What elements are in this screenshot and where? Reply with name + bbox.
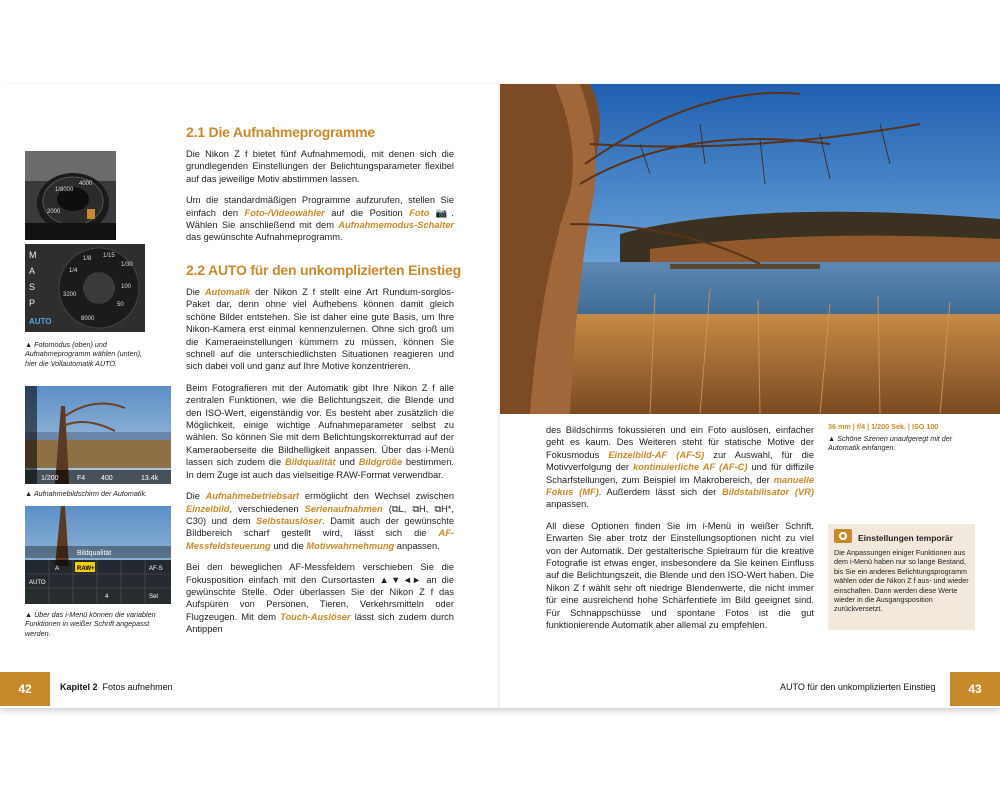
mode-label: A xyxy=(29,266,36,276)
auto-mode-label: AUTO xyxy=(29,317,52,326)
auto-screen-image xyxy=(25,386,171,484)
i-menu-cell: Set xyxy=(149,594,159,600)
section-2-2-body xyxy=(186,286,454,645)
section-2-1-body xyxy=(186,148,454,253)
heading-2-1: 2.1 Die Aufnahmeprogramme xyxy=(186,124,375,140)
speed-label: 1/30 xyxy=(121,262,133,268)
screen-count: 13.4k xyxy=(141,475,159,482)
i-menu-cell: A xyxy=(55,566,60,572)
caption-dial: ▲ Fotomodus (oben) und Aufnahmeprogramm wählen (unten), hier die Vollautomatik AUTO. xyxy=(25,340,143,368)
info-box xyxy=(828,524,975,630)
speed-label: 1/4 xyxy=(69,268,78,274)
screen-iso: 400 xyxy=(101,475,113,482)
dial-label: 1/8000 xyxy=(55,187,74,193)
speed-label: 1/8 xyxy=(83,256,92,262)
speed-label: 50 xyxy=(117,302,124,308)
paragraph: des Bildschirms fokussieren und ein Foto auslösen, einfacher geht es kaum. Des Weiteren steht für statische Motive der Fokusmodus Einzelbild-AF (AF-S) zur Auswahl, für die Motivverfolgung der kontinuierliche AF (AF-C) und für diffizile Scharfstellungen, zum Beispiel im Makrobereich, der manuelle Fokus (MF). Außerdem lässt sich der Bildstabilisator (VR) anpassen. xyxy=(546,425,815,510)
speed-label: 100 xyxy=(121,284,132,290)
paragraph: Die Automatik der Nikon Z f stellt eine Art Rundum-sorglos-Paket dar, denn ohne viel Aufhebens können damit gleich schöne Bilder entstehen. Sie ist daher eine gute Basis, um Ihre Nikon-Kamera erst einmal kennenzulernen. Ohne sich groß um die Kameraeinstellungen kümmern zu müssen, können Sie schnell auf die unterschiedlichsten Situationen reagieren und sich dabei voll und ganz auf Ihre Motive konzentrieren. xyxy=(186,287,454,372)
mode-label: M xyxy=(29,250,37,260)
speed-label: 3200 xyxy=(63,292,77,298)
dial-label: 4000 xyxy=(79,181,93,187)
paragraph: Die Nikon Z f bietet fünf Aufnahmemodi, mit denen sich die grundlegenden Einstellungen der Belichtungsparameter flexibel auf das jeweilige Motiv abstimmen lassen. xyxy=(186,149,454,184)
paragraph: Beim Fotografieren mit der Automatik gibt Ihre Nikon Z f alle zentralen Funktionen, wie die Belichtungszeit, die Blende und den ISO-Wert, eigenständig vor. Es besteht aber zusätzlich die Möglichkeit, einige wichtige Aufnahmeparameter selbst zu wählen. So können Sie mit dem Belichtungskorrekturrad auf der Kameraoberseite die Bildhelligkeit anpassen. Über das i-Menü lassen sich zudem die Bildqualität und Bildgröße bestimmen. In dem Zuge ist auch das vielseitige RAW-Format verwendbar. xyxy=(186,382,454,480)
heading-2-2: 2.2 AUTO für den unkomplizierten Einstieg xyxy=(186,262,461,278)
speed-label: 1/15 xyxy=(103,253,115,259)
info-box-title: Einstellungen temporär xyxy=(858,533,953,543)
dial-label: 2000 xyxy=(47,209,61,215)
i-menu-title: Bildqualität xyxy=(77,550,112,557)
i-menu-screen-image xyxy=(25,506,171,604)
page-number-right: 43 xyxy=(950,672,1000,706)
screen-shutter: 1/200 xyxy=(41,475,59,482)
paragraph: Die Aufnahmebetriebsart ermöglicht den Wechsel zwischen Einzelbild, verschiedenen Serienaufnahmen (⧉L, ⧉H, ⧉H*, C30) und dem Selbstauslöser. Damit auch der gewünschte Bildbereich scharf gestellt wird, lässt sich die AF-Messfeldsteuerung und die Motivwahrnehmung anpassen. xyxy=(186,491,455,551)
left-page xyxy=(0,84,500,708)
screen-aperture: F4 xyxy=(77,475,86,482)
mode-dial-image xyxy=(25,244,145,332)
camera-icon: 📷 xyxy=(435,207,452,218)
footer-section-title: AUTO für den unkomplizierten Einstieg xyxy=(780,682,936,692)
mode-label: P xyxy=(29,298,36,308)
info-box-text: Die Anpassungen einiger Funktionen aus dem i-Menü haben nur so lange Bestand, bis Sie ein anderes Belichtungsprogramm wählen oder die Nikon Z f aus- und wieder einschalten. Dann werden diese Werte wieder in die Ausgangsposition zurückversetzt. xyxy=(834,548,969,614)
footer-chapter: Kapitel 2 Fotos aufnehmen xyxy=(60,682,173,692)
photo-caption: ▲ Schöne Szenen unaufgeregt mit der Automatik einfangen. xyxy=(828,434,953,453)
camera-icon xyxy=(834,529,852,543)
i-menu-cell: 4 xyxy=(105,594,109,600)
camera-top-dial-image xyxy=(25,151,116,240)
lake-photo xyxy=(500,84,1000,414)
page-number-left: 42 xyxy=(0,672,50,706)
mode-label: S xyxy=(29,282,36,292)
photo-exif: 36 mm | f/4 | 1/200 Sek. | ISO 100 xyxy=(828,422,939,431)
caption-i-menu: ▲ Über das i-Menü können die variablen Funktionen in weißer Schrift angepasst werden. xyxy=(25,610,156,638)
right-body xyxy=(546,424,814,641)
paragraph: Um die standardmäßigen Programme aufzurufen, stellen Sie einfach den Foto-/Videowähler auf die Position Foto 📷. Wählen Sie anschließend mit dem Aufnahmemodus-Schalter das gewünschte Aufnahmeprogramm. xyxy=(186,195,454,243)
paragraph: Bei den beweglichen AF-Messfeldern verschieben Sie die Fokusposition einfach mit den Cursortasten ▲▼◄► an die gewünschte Stelle. Oder überlassen Sie der Nikon Z f das Aufspüren von Personen, Tieren, Verkehrsmitteln oder Flugzeugen. Mit dem Touch-Auslöser lässt sich zudem durch Antippen xyxy=(186,562,454,635)
paragraph: All diese Optionen finden Sie im i-Menü in weißer Schrift. Erwarten Sie aber trotz der Einstellungsoptionen nicht zu viel von der Automatik. Der gestalterische Spielraum für die kreative Fotografie ist etwas enger, insbesondere da Sie keinen Einfluss auf die Belichtungszeit, die Blende und den ISO-Wert haben. Die Nikon Z f wählt sehr oft niedrige Blendenwerte, die nicht immer für eine ausreichend hohe Schärfentiefe im Bild geeignet sind. Für Schnappschüsse und spontane Fotos ist die gut funktionierende Automatik aber allemal zu empfehlen. xyxy=(546,520,814,631)
caption-screen: ▲ Aufnahmebildschirm der Automatik. xyxy=(25,489,148,498)
speed-label: 8000 xyxy=(81,316,95,322)
i-menu-cell: RAW+ xyxy=(77,566,95,572)
i-menu-cell: AUTO xyxy=(29,580,46,586)
i-menu-cell: AF-S xyxy=(149,566,163,572)
